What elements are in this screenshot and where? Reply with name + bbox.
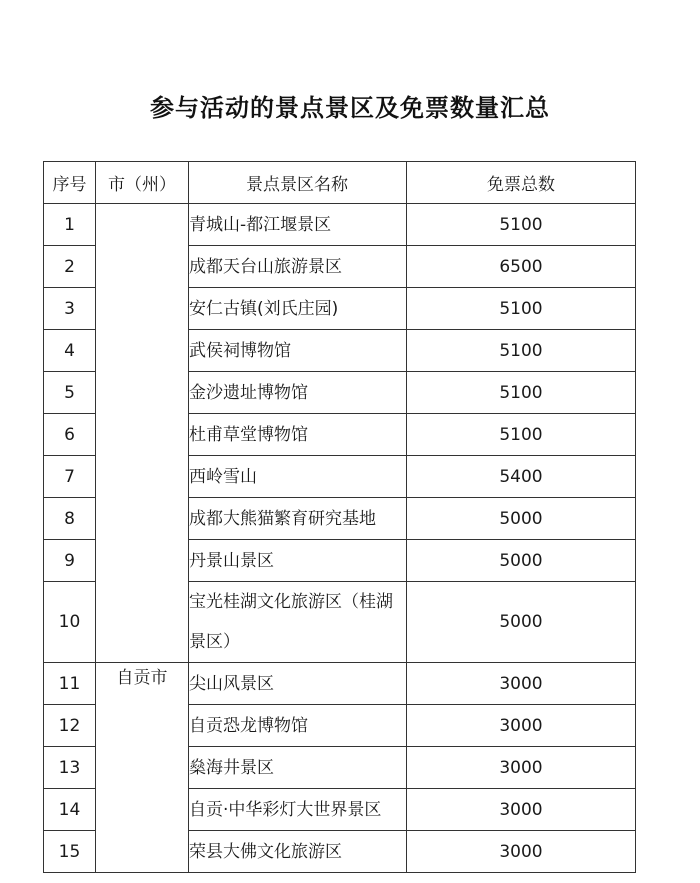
free-ticket-count: 5100	[407, 414, 636, 456]
free-ticket-count: 5000	[407, 582, 636, 663]
page-title: 参与活动的景点景区及免票数量汇总	[150, 94, 550, 122]
row-number: 8	[44, 498, 96, 540]
row-number: 2	[44, 246, 96, 288]
row-number: 3	[44, 288, 96, 330]
spot-name: 金沙遗址博物馆	[189, 372, 407, 414]
free-ticket-count: 5000	[407, 498, 636, 540]
spot-name: 安仁古镇(刘氏庄园)	[189, 288, 407, 330]
free-ticket-count: 5100	[407, 204, 636, 246]
row-number: 7	[44, 456, 96, 498]
spot-name: 尖山风景区	[189, 663, 407, 705]
table-row	[44, 663, 636, 705]
table-row	[44, 204, 636, 246]
row-number: 15	[44, 831, 96, 873]
row-number: 11	[44, 663, 96, 705]
row-number: 6	[44, 414, 96, 456]
spot-name: 成都大熊猫繁育研究基地	[189, 498, 407, 540]
spot-name: 西岭雪山	[189, 456, 407, 498]
spot-name: 燊海井景区	[189, 747, 407, 789]
free-ticket-count: 6500	[407, 246, 636, 288]
row-number: 13	[44, 747, 96, 789]
free-ticket-count: 3000	[407, 747, 636, 789]
spot-name: 荣县大佛文化旅游区	[189, 831, 407, 873]
spot-name: 青城山-都江堰景区	[189, 204, 407, 246]
free-ticket-count: 3000	[407, 789, 636, 831]
table-body	[44, 204, 636, 873]
free-ticket-count: 5100	[407, 330, 636, 372]
row-number: 5	[44, 372, 96, 414]
table-header-row	[44, 162, 636, 204]
free-ticket-count: 5100	[407, 288, 636, 330]
header-count: 免票总数	[407, 162, 636, 204]
row-number: 14	[44, 789, 96, 831]
spot-name: 自贡恐龙博物馆	[189, 705, 407, 747]
spot-name: 宝光桂湖文化旅游区（桂湖景区）	[189, 582, 407, 663]
free-ticket-count: 3000	[407, 663, 636, 705]
header-name: 景点景区名称	[189, 162, 407, 204]
spot-name: 杜甫草堂博物馆	[189, 414, 407, 456]
city-cell	[96, 204, 189, 663]
spot-name: 武侯祠博物馆	[189, 330, 407, 372]
header-no: 序号	[44, 162, 96, 204]
row-number: 4	[44, 330, 96, 372]
free-ticket-count: 3000	[407, 705, 636, 747]
city-cell: 自贡市	[96, 663, 189, 873]
free-ticket-count: 5000	[407, 540, 636, 582]
free-ticket-count: 5100	[407, 372, 636, 414]
free-ticket-count: 3000	[407, 831, 636, 873]
scenic-spots-table	[43, 161, 636, 873]
spot-name: 丹景山景区	[189, 540, 407, 582]
spot-name: 成都天台山旅游景区	[189, 246, 407, 288]
row-number: 1	[44, 204, 96, 246]
free-ticket-count: 5400	[407, 456, 636, 498]
row-number: 9	[44, 540, 96, 582]
row-number: 12	[44, 705, 96, 747]
spot-name: 自贡·中华彩灯大世界景区	[189, 789, 407, 831]
row-number: 10	[44, 582, 96, 663]
header-city: 市（州）	[96, 162, 189, 204]
